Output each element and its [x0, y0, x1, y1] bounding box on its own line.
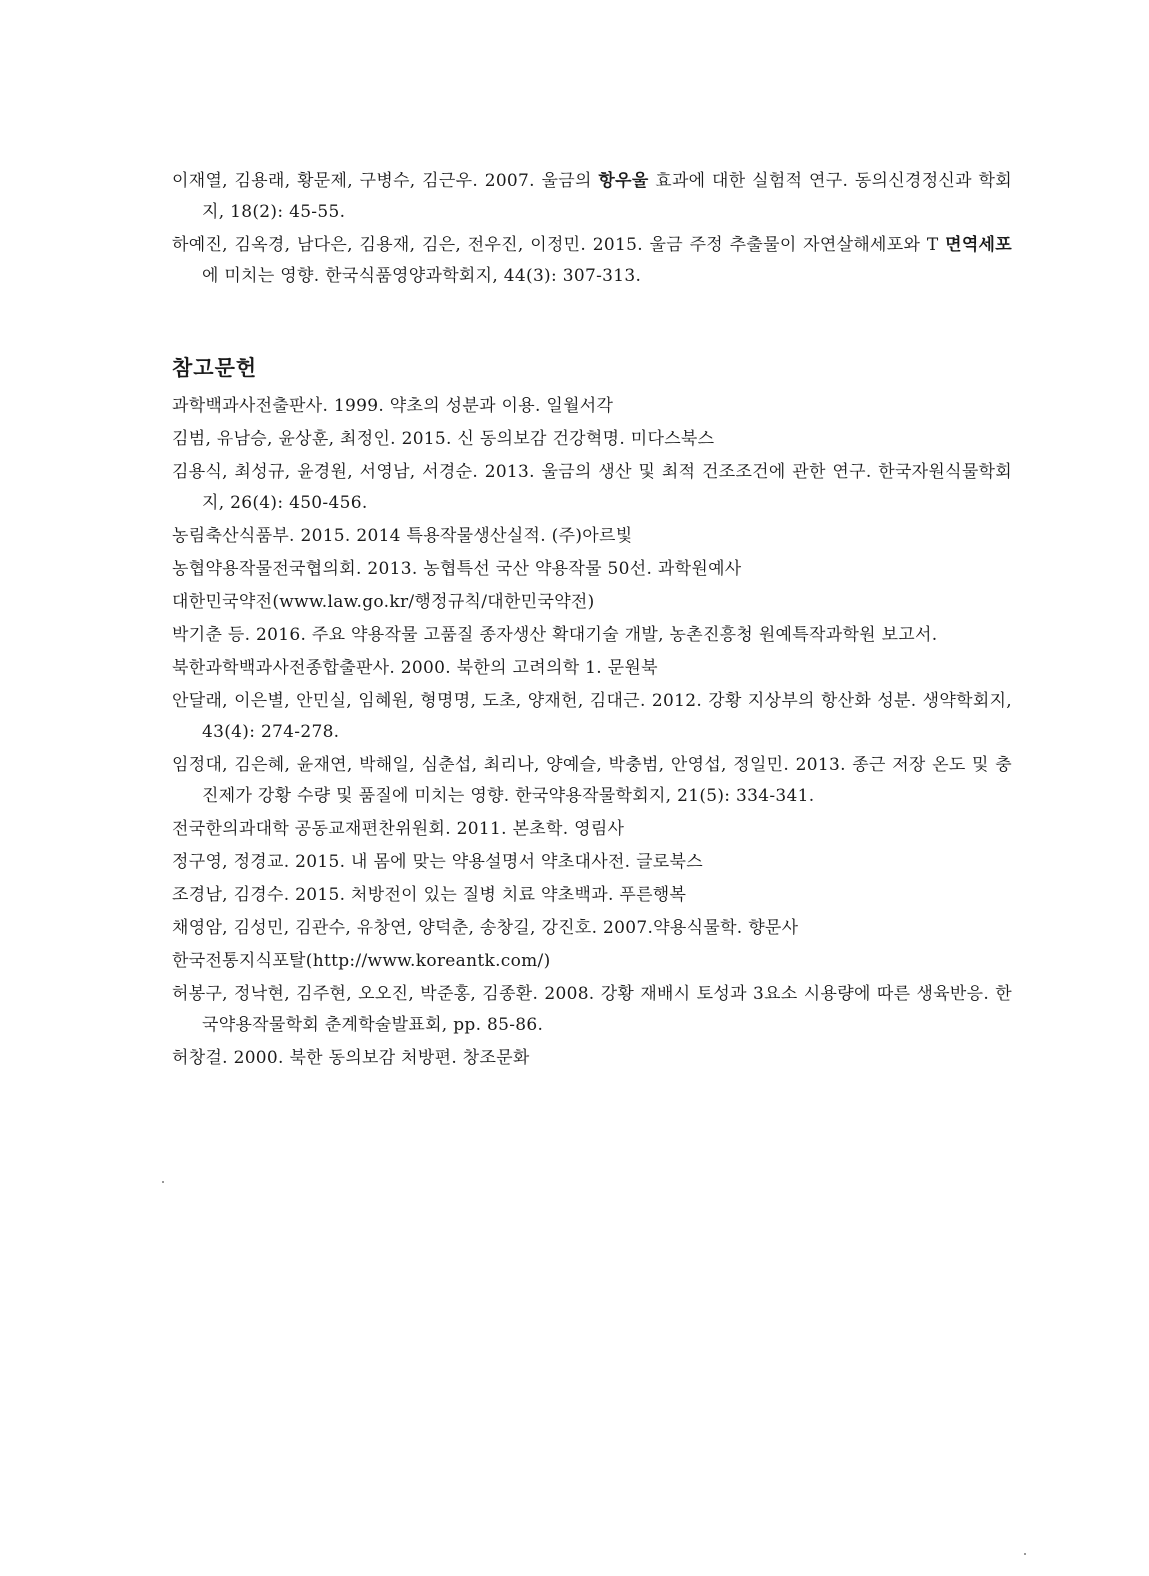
reference-entry: 임정대, 김은혜, 윤재연, 박해일, 심춘섭, 최리나, 양예슬, 박충범, 안영섭, 정일민. 2013. 종근 저장 온도 및 충진제가 강황 수량 및 품질에 미치는 영향. 한국약용작물학회지, 21(5): 334-341.: [172, 755, 1012, 806]
reference-entry: [172, 166, 1012, 228]
reference-entry: 북한과학백과사전종합출판사. 2000. 북한의 고려의학 1. 문원북: [172, 658, 658, 678]
reference-entry: 대한민국약전(www.law.go.kr/행정규칙/대한민국약전): [172, 592, 595, 612]
reference-entry: 과학백과사전출판사. 1999. 약초의 성분과 이용. 일월서각: [172, 396, 614, 416]
reference-entry: 허창걸. 2000. 북한 동의보감 처방편. 창조문화: [172, 1048, 530, 1068]
reference-entry: 조경남, 김경수. 2015. 처방전이 있는 질병 치료 약초백과. 푸른행복: [172, 885, 687, 905]
reference-entry: 한국전통지식포탈(http://www.koreantk.com/): [172, 951, 551, 971]
reference-text: 에 미치는 영향. 한국식품영양과학회지, 44(3): 307-313.: [202, 266, 642, 286]
reference-list: [172, 391, 1012, 1074]
reference-emphasis: 항우울: [598, 171, 649, 191]
reference-entry: 채영암, 김성민, 김관수, 유창연, 양덕춘, 송창길, 강진호. 2007.약용식물학. 향문사: [172, 918, 799, 938]
reference-text: 효과에 대한 실험적 연구. 동의신경정신과 학회지, 18(2): 45-55.: [202, 171, 1012, 222]
reference-emphasis: 면역세포: [945, 235, 1012, 255]
reference-entry: 농협약용작물전국협의회. 2013. 농협특선 국산 약용작물 50선. 과학원예사: [172, 559, 742, 579]
scan-speck: [162, 1181, 164, 1183]
reference-text: 이재열, 김용래, 황문제, 구병수, 김근우. 2007. 울금의: [172, 171, 599, 191]
reference-entry: 정구영, 정경교. 2015. 내 몸에 맞는 약용설명서 약초대사전. 글로북스: [172, 852, 703, 872]
reference-text: 하예진, 김옥경, 남다은, 김용재, 김은, 전우진, 이정민. 2015. 울금 주정 추출물이 자연살해세포와 T: [172, 235, 946, 255]
prior-references: [172, 166, 1012, 292]
reference-entry: 전국한의과대학 공동교재편찬위원회. 2011. 본초학. 영림사: [172, 819, 625, 839]
reference-entry: [172, 230, 1012, 292]
reference-entry: 농림축산식품부. 2015. 2014 특용작물생산실적. (주)아르빛: [172, 526, 633, 546]
reference-entry: 허봉구, 정낙현, 김주현, 오오진, 박준홍, 김종환. 2008. 강황 재배시 토성과 3요소 시용량에 따른 생육반응. 한국약용작물학회 춘계학술발표회, pp. 85-86.: [172, 984, 1012, 1035]
section-title: 참고문헌: [172, 355, 258, 380]
references-heading-block: [172, 352, 1012, 382]
scan-speck: [1024, 1553, 1026, 1555]
reference-entry: 김용식, 최성규, 윤경원, 서영남, 서경순. 2013. 울금의 생산 및 최적 건조조건에 관한 연구. 한국자원식물학회지, 26(4): 450-456.: [172, 462, 1012, 513]
reference-entry: 박기춘 등. 2016. 주요 약용작물 고품질 종자생산 확대기술 개발, 농촌진흥청 원예특작과학원 보고서.: [172, 625, 938, 645]
reference-entry: 안달래, 이은별, 안민실, 임혜원, 형명명, 도초, 양재헌, 김대근. 2012. 강황 지상부의 항산화 성분. 생약학회지, 43(4): 274-278.: [172, 691, 1012, 742]
reference-entry: 김범, 유남승, 윤상훈, 최정인. 2015. 신 동의보감 건강혁명. 미다스북스: [172, 429, 715, 449]
